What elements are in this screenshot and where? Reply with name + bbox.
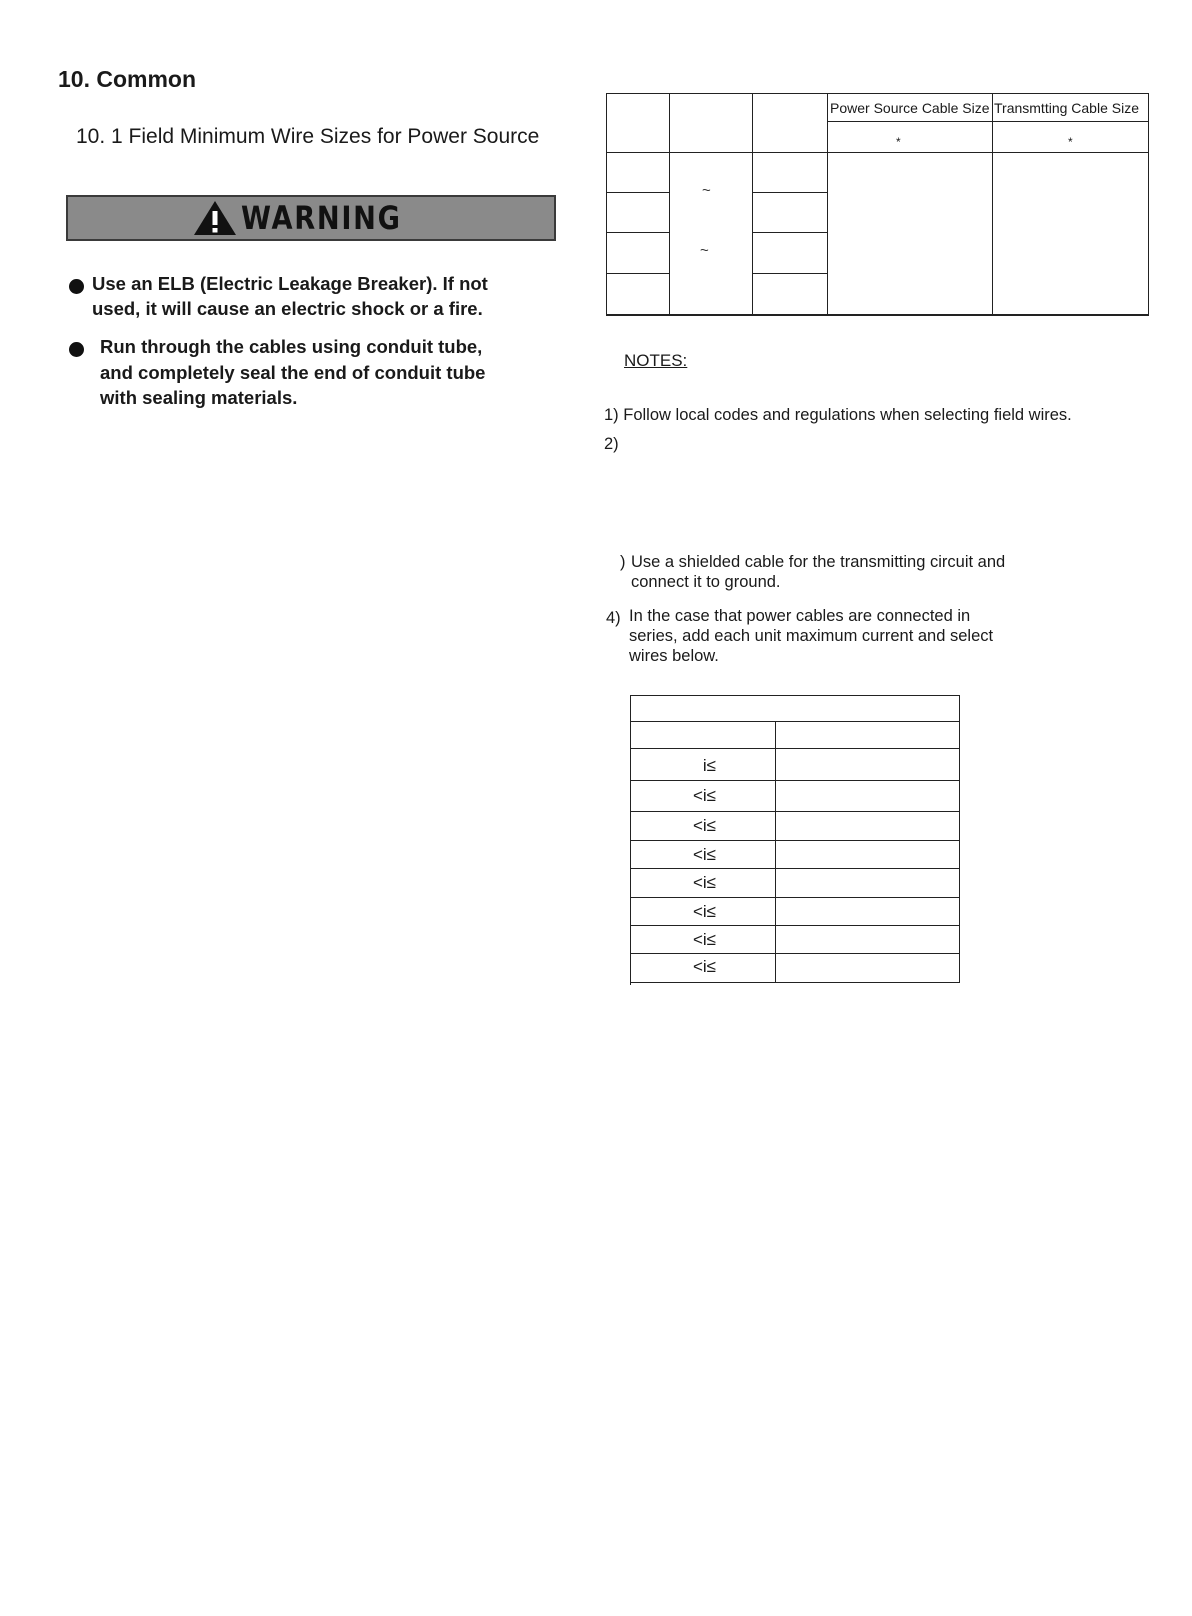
range-mark: ~: [700, 242, 709, 259]
table-line: [630, 953, 960, 954]
condition-cell: <i≤: [692, 873, 716, 892]
note-line: connect it to ground.: [631, 573, 781, 591]
table-line: [752, 273, 827, 274]
table-line: [827, 121, 1149, 122]
note-3: [631, 552, 1005, 592]
condition-cell: <i≤: [692, 816, 716, 835]
condition-cell: <i≤: [692, 930, 716, 949]
table-line: [606, 314, 1149, 316]
bullet-dot-icon: [69, 279, 84, 294]
table-line: [630, 897, 960, 898]
table-line: [992, 93, 993, 316]
condition-cell: <i≤: [692, 902, 716, 921]
table-line: [959, 695, 960, 983]
bullet-line: Run through the cables using conduit tube,: [100, 336, 483, 357]
header-power-source-cable-size: Power Source Cable Size: [830, 100, 990, 116]
table-line: [630, 982, 960, 983]
table-line: [669, 93, 670, 316]
bullet-line: Use an ELB (Electric Leakage Breaker). If not: [92, 273, 488, 294]
bullet-dot-icon: [69, 342, 84, 357]
notes-title: NOTES:: [624, 351, 688, 370]
note-line: In the case that power cables are connected in: [629, 607, 971, 625]
star-mark: *: [896, 135, 901, 149]
note-number-3: ): [620, 553, 626, 571]
star-mark: *: [1068, 135, 1073, 149]
table-line: [606, 152, 1149, 153]
table-line: [630, 840, 960, 841]
note-number: 2): [604, 435, 619, 453]
table-line: [630, 748, 960, 749]
note-number: 1): [604, 406, 619, 424]
bullet-line: and completely seal the end of conduit tube: [100, 361, 486, 383]
header-transmitting-cable-size: Transmtting Cable Size: [994, 100, 1139, 116]
table-line: [606, 232, 669, 233]
range-mark: ~: [702, 182, 711, 199]
note-line: wires below.: [629, 647, 719, 665]
note-line: series, add each unit maximum current and select: [629, 627, 994, 645]
table-line: [630, 925, 960, 926]
table-line: [630, 780, 960, 781]
note-number-4: 4): [606, 609, 621, 627]
note-4: [629, 606, 993, 666]
table-line: [775, 721, 776, 983]
note-1: [604, 405, 1072, 426]
warning-banner: [66, 195, 556, 241]
table-line: [606, 192, 669, 193]
section-title: 10. Common: [58, 66, 197, 92]
condition-cell: i≤: [702, 756, 716, 775]
note-text: Follow local codes and regulations when selecting field wires.: [623, 406, 1072, 424]
table-line: [606, 93, 607, 316]
table-line: [752, 93, 753, 316]
table-line: [752, 232, 827, 233]
warning-label: WARNING: [240, 199, 402, 237]
table-line: [630, 695, 960, 696]
table-line: [630, 868, 960, 869]
bullet-line: used, it will cause an electric shock or a fire.: [92, 298, 483, 319]
table-line: [1148, 93, 1149, 316]
table-line: [630, 721, 960, 722]
table-line: [752, 192, 827, 193]
warning-bullet-2: [100, 334, 485, 411]
note-line: Use a shielded cable for the transmitting circuit and: [631, 553, 1006, 571]
condition-cell: <i≤: [692, 845, 716, 864]
subsection-title: 10. 1 Field Minimum Wire Sizes for Power Source: [76, 125, 540, 148]
condition-cell: <i≤: [692, 786, 716, 805]
table-line: [606, 273, 669, 274]
warning-triangle-icon: [193, 200, 237, 236]
warning-bullet-1: [92, 271, 488, 321]
table-line: [630, 811, 960, 812]
bullet-line: with sealing materials.: [100, 387, 298, 408]
table-line: [606, 93, 1149, 94]
note-2: [604, 434, 619, 455]
table-line: [827, 93, 828, 316]
condition-cell: <i≤: [692, 957, 716, 976]
